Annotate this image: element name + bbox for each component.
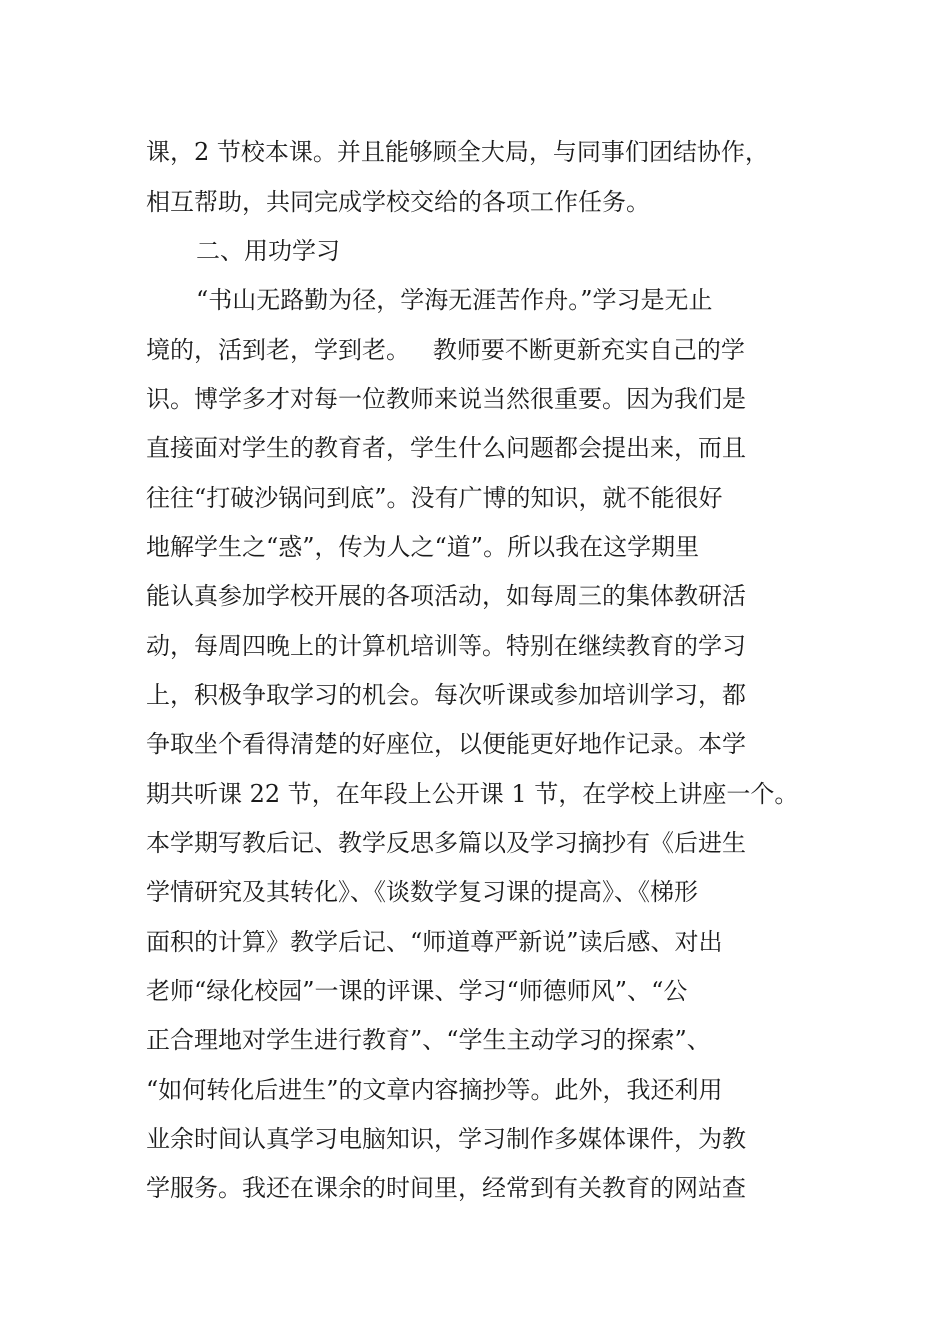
text-line: “书山无路勤为径，学海无涯苦作舟。”学习是无止 [196,286,713,314]
text-line: 老师“绿化校园”一课的评课、学习“师德师风”、“公 [146,977,688,1005]
text-line: 争取坐个看得清楚的好座位，以便能更好地作记录。本学 [146,730,746,758]
text-line: 往往“打破沙锅问到底”。没有广博的知识，就不能很好 [146,484,723,512]
section-heading: 二、用功学习 [196,237,340,265]
text-line: 课，2 节校本课。并且能够顾全大局，与同事们团结协作， [146,138,769,166]
text-line: 期共听课 22 节，在年段上公开课 1 节，在学校上讲座一个。 [146,780,799,808]
text-line: 识。博学多才对每一位教师来说当然很重要。因为我们是 [146,385,746,413]
text-line: 能认真参加学校开展的各项活动，如每周三的集体教研活 [146,582,746,610]
text-line: 相互帮助，共同完成学校交给的各项工作任务。 [146,188,650,216]
text-line: 上，积极争取学习的机会。每次听课或参加培训学习，都 [146,681,746,709]
text-line: 本学期写教后记、教学反思多篇以及学习摘抄有《后进生 [146,829,746,857]
text-line: 动，每周四晚上的计算机培训等。特别在继续教育的学习 [146,632,746,660]
text-line: 业余时间认真学习电脑知识，学习制作多媒体课件，为教 [146,1125,746,1153]
text-line: 面积的计算》教学后记、“师道尊严新说”读后感、对出 [146,928,723,956]
text-line: 地解学生之“惑”，传为人之“道”。所以我在这学期里 [146,533,700,561]
text-line: 正合理地对学生进行教育”、“学生主动学习的探索”、 [146,1026,711,1054]
text-line: 学情研究及其转化》、《谈数学复习课的提高》、《梯形 [146,878,698,906]
text-line: 直接面对学生的教育者，学生什么问题都会提出来，而且 [146,434,746,462]
text-line: 境的，活到老，学到老。 教师要不断更新充实自己的学 [146,336,745,364]
text-line: “如何转化后进生”的文章内容摘抄等。此外，我还利用 [146,1076,723,1104]
text-line: 学服务。我还在课余的时间里，经常到有关教育的网站查 [146,1174,746,1202]
